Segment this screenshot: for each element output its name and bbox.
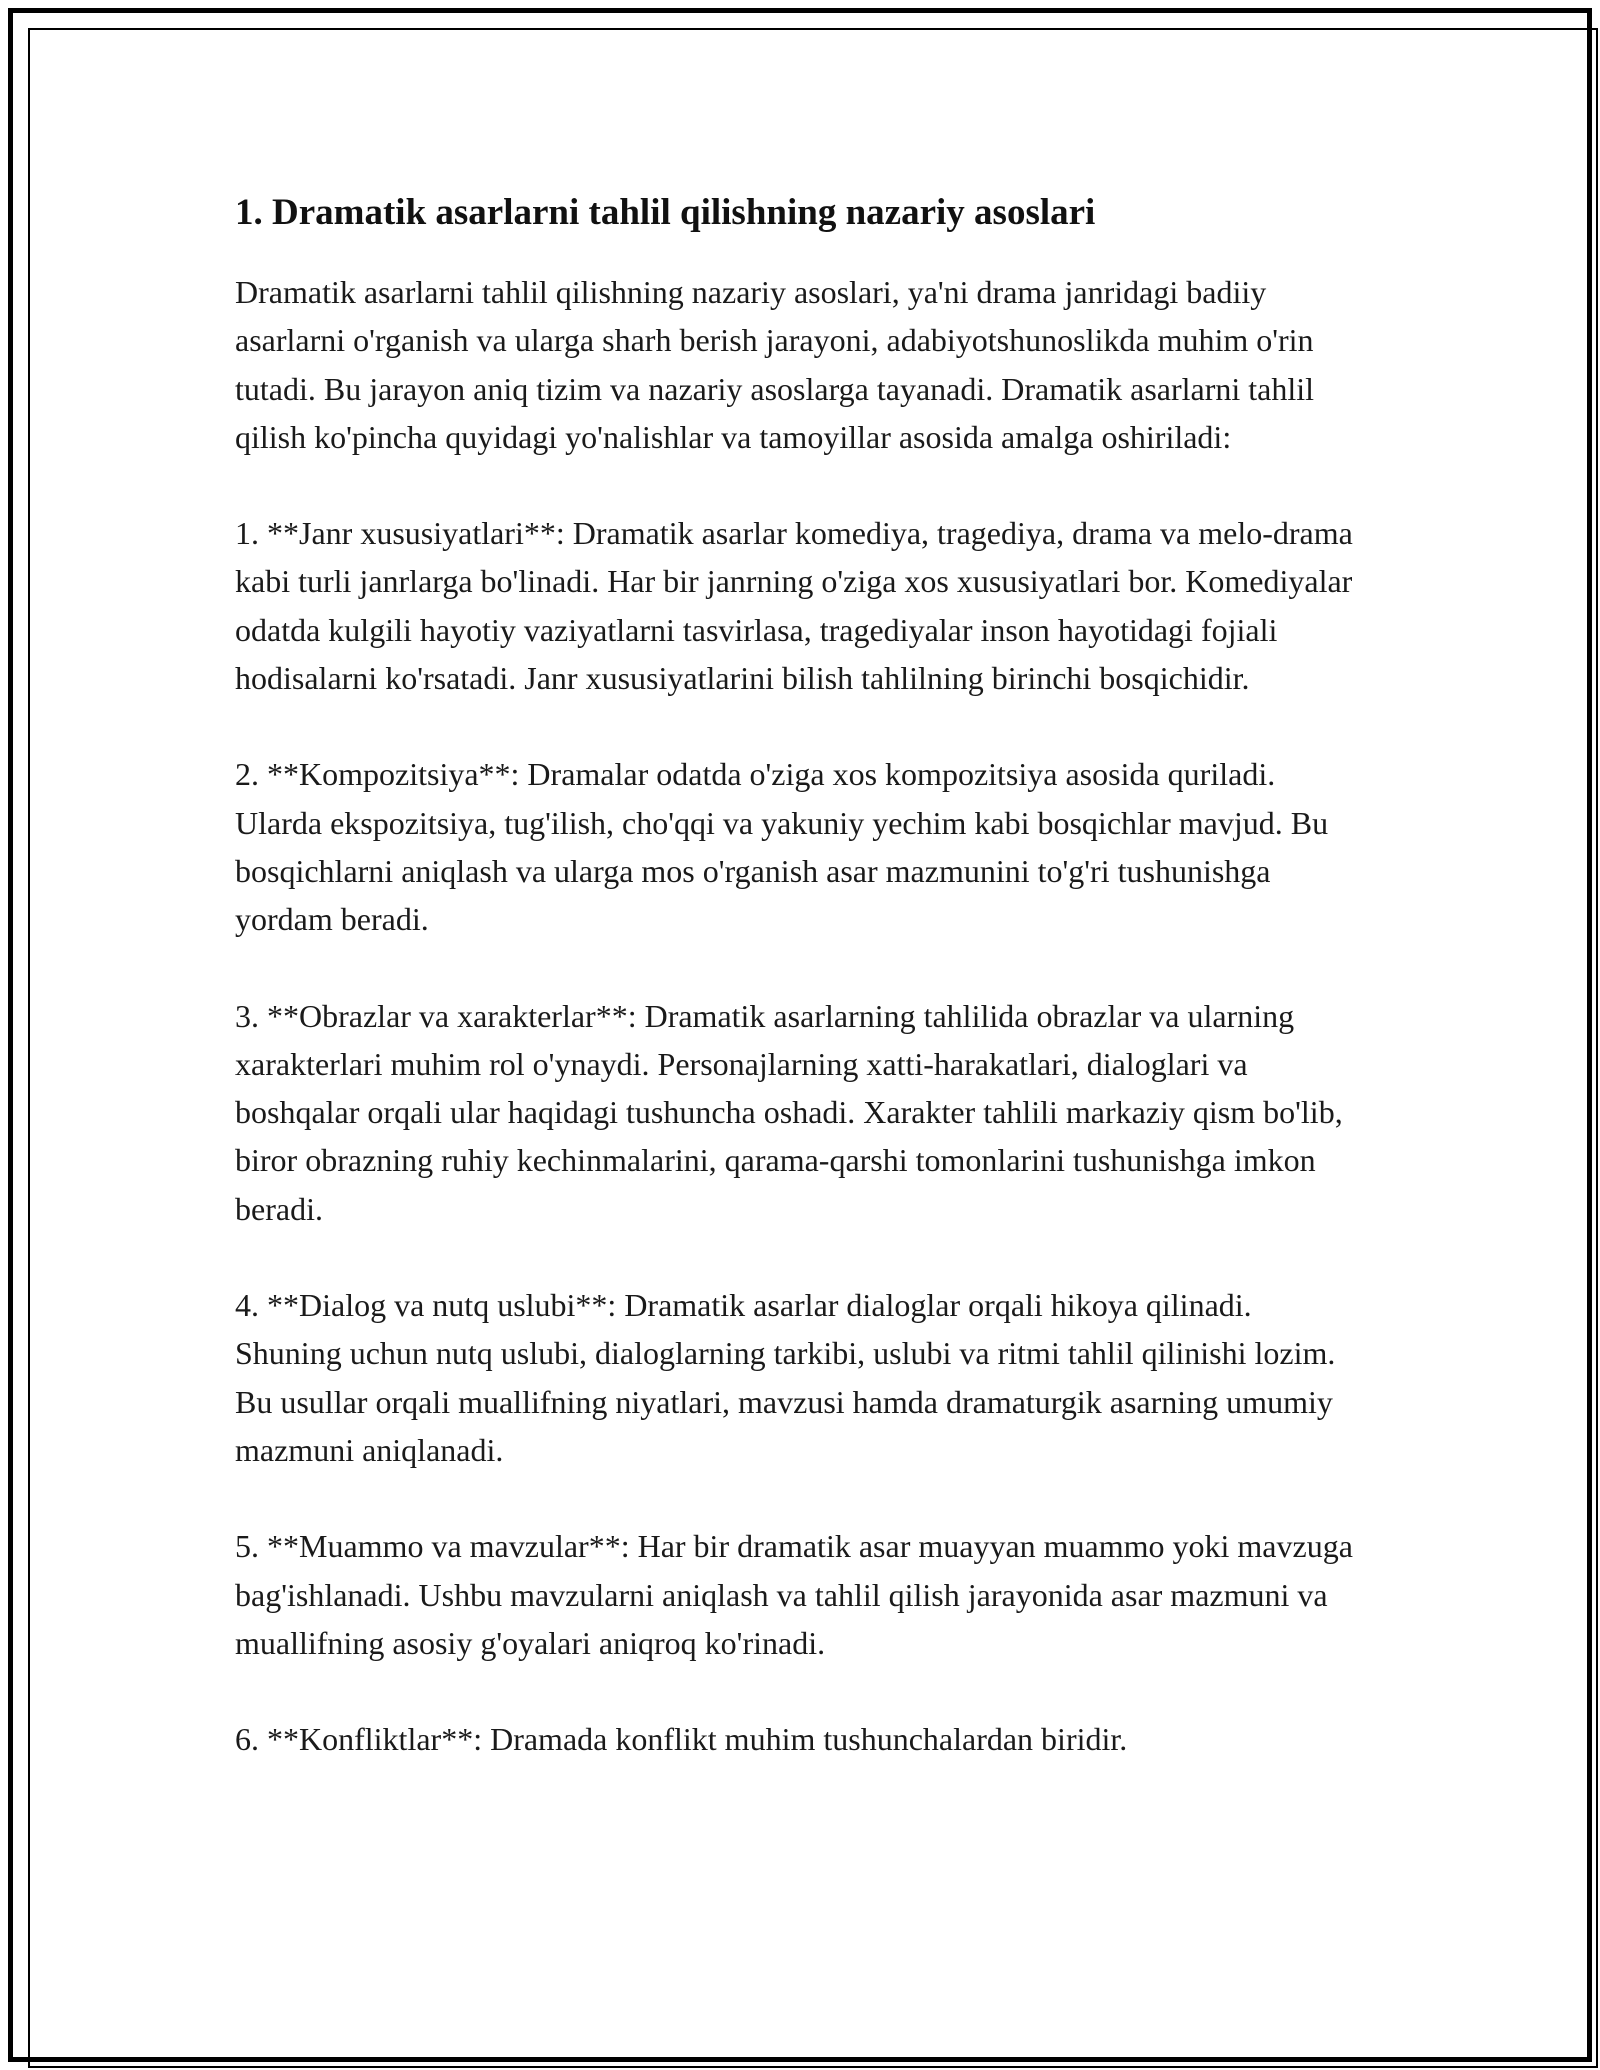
paragraph-themes: 5. **Muammo va mavzular**: Har bir dramatik asar muayyan muammo yoki mavzuga bag'ishlanadi. Ushbu mavzularni aniqlash va tahlil qilish jarayonida asar mazmuni va muallifning asosiy g'oyalari aniqroq ko'rinadi. (235, 1528, 1353, 1661)
document-body (235, 188, 1365, 1811)
section-heading: 1. Dramatik asarlarni tahlil qilishning nazariy asoslari (235, 192, 1096, 233)
paragraph-conflicts: 6. **Konfliktlar**: Dramada konflikt muhim tushunchalardan biridir. (235, 1721, 1128, 1758)
paragraph-genre: 1. **Janr xususiyatlari**: Dramatik asarlar komediya, tragediya, drama va melo-drama kabi turli janrlarga bo'linadi. Har bir janrning o'ziga xos xususiyatlari bor. Komediyalar odatda kulgili hayotiy vaziyatlarni tasvirlasa, tragediyalar inson hayotidagi fojiali hodisalarni ko'rsatadi. Janr xususiyatlarini bilish tahlilning birinchi bosqichidir. (235, 515, 1353, 697)
paragraph-composition: 2. **Kompozitsiya**: Dramalar odatda o'ziga xos kompozitsiya asosida quriladi. Ularda ekspozitsiya, tug'ilish, cho'qqi va yakuniy yechim kabi bosqichlar mavjud. Bu bosqichlarni aniqlash va ularga mos o'rganish asar mazmunini to'g'ri tushunishga yordam beradi. (235, 756, 1329, 938)
paragraph-characters: 3. **Obrazlar va xarakterlar**: Dramatik asarlarning tahlilida obrazlar va ularning xarakterlari muhim rol o'ynaydi. Personajlarning xatti-harakatlari, dialoglari va boshqalar orqali ular haqidagi tushuncha oshadi. Xarakter tahlili markaziy qism bo'lib, biror obrazning ruhiy kechinmalarini, qarama-qarshi tomonlarini tushunishga imkon beradi. (235, 997, 1343, 1227)
intro-paragraph: Dramatik asarlarni tahlil qilishning nazariy asoslari, ya'ni drama janridagi badiiy asarlarni o'rganish va ularga sharh berish jarayoni, adabiyotshunoslikda muhim o'rin tutadi. Bu jarayon aniq tizim va nazariy asoslarga tayanadi. Dramatik asarlarni tahlil qilish ko'pincha quyidagi yo'nalishlar va tamoyillar asosida amalga oshiriladi: (235, 274, 1315, 455)
paragraph-dialogue: 4. **Dialog va nutq uslubi**: Dramatik asarlar dialoglar orqali hikoya qilinadi. Shuning uchun nutq uslubi, dialoglarning tarkibi, uslubi va ritmi tahlil qilinishi lozim. Bu usullar orqali muallifning niyatlari, mavzusi hamda dramaturgik asarning umumiy mazmuni aniqlanadi. (235, 1287, 1336, 1468)
